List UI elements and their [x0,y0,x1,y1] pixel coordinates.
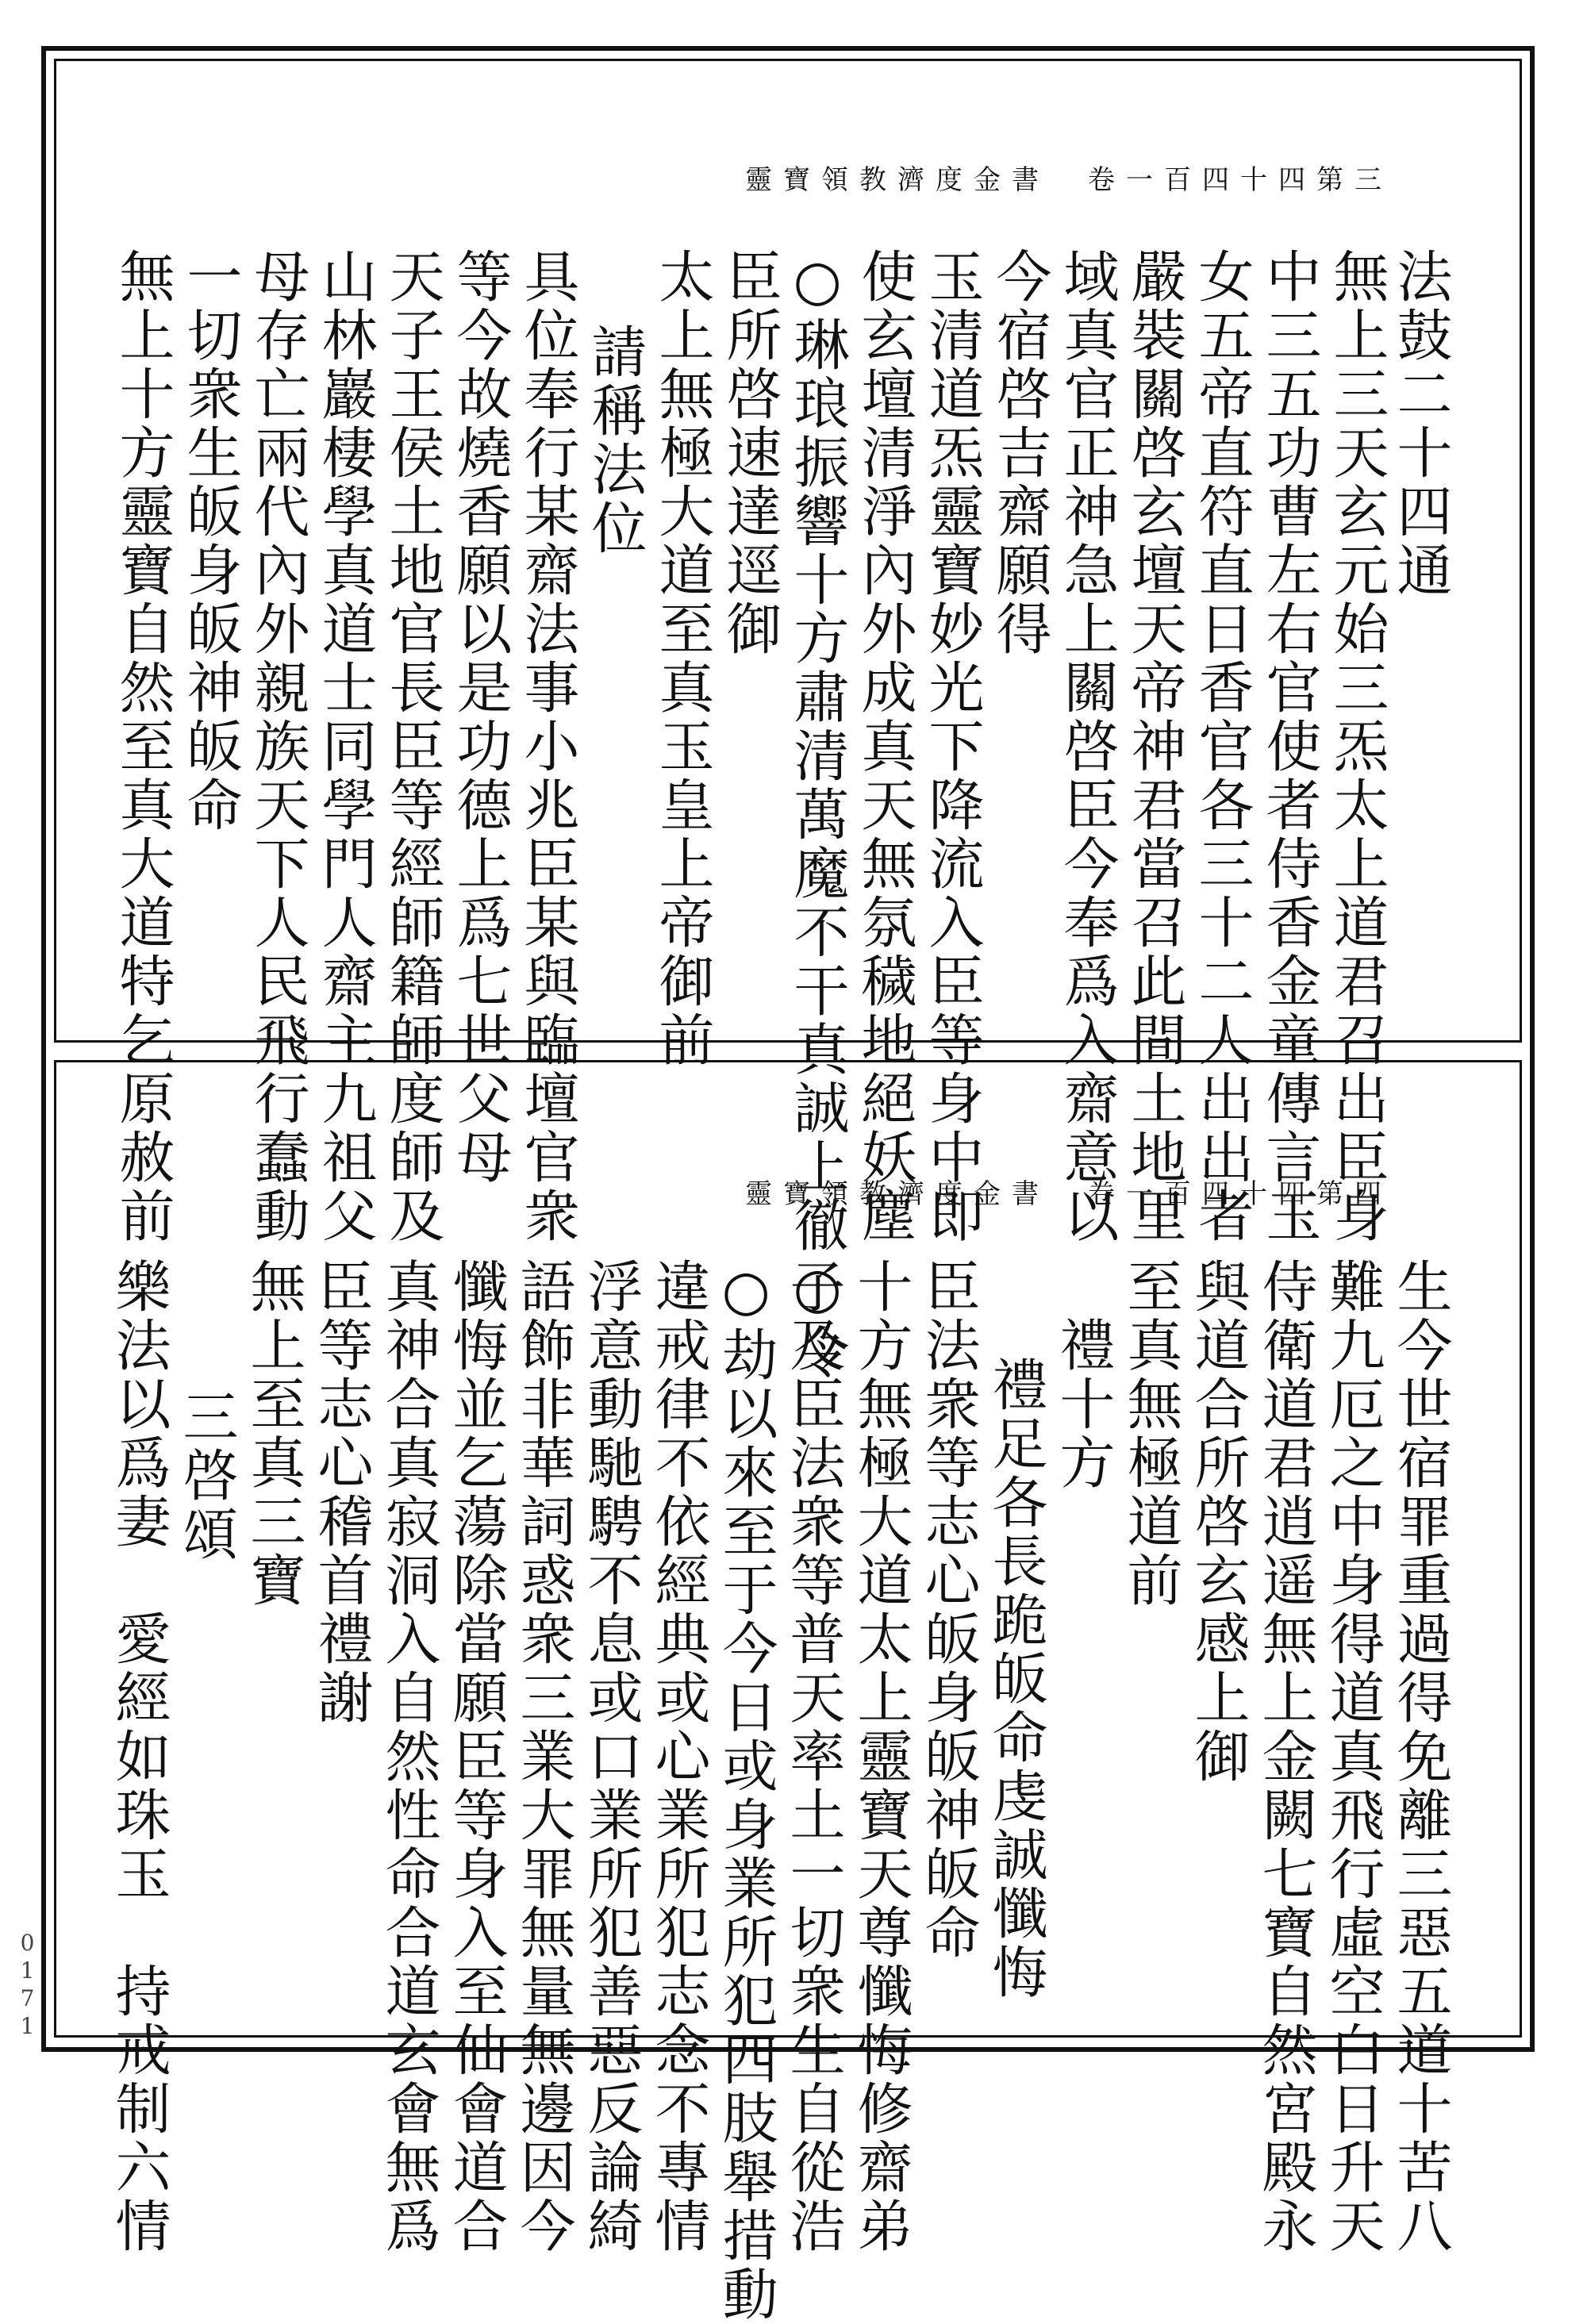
text-column: 子及臣法衆等普天率土一切衆生自從浩 [781,1258,846,2256]
text-column: 懺悔並乞蕩除當願臣等身入至仙會道合 [444,1258,509,2256]
text-column: 一切衆生皈身皈神皈命 [178,248,243,835]
bottom-header: 靈寶領教濟度金書 卷一百四十四第四 [745,1178,1393,1210]
text-column: 臣法衆等志心皈身皈神皈命 [916,1258,981,1962]
text-column: 等今故燒香願以是功德上爲七世父母 [448,248,513,1187]
page-number: 0171 [14,1930,40,2041]
text-column: 禮足各長跪皈命虔誠懺悔 [983,1356,1048,2002]
text-column: 臣等志心稽首禮謝 [309,1258,374,1727]
text-column: 真神合真寂洞入自然性命合道玄會無爲 [376,1258,441,2256]
page-frame [41,46,1535,2324]
text-column: 臣所啓速達逕御 [717,248,782,659]
text-column: 十方無極大道太上靈寶天尊懺悔修齋弟 [848,1258,913,2256]
text-column: 中三五功曹左右官使者侍香金童傳言玉 [1257,248,1322,1246]
text-column: 生今世宿罪重過得免離三惡五道十苦八 [1388,1258,1453,2256]
text-column: 女五帝直符直日香官各三十二人出出者 [1189,248,1255,1246]
text-column: 無上至真三寶 [241,1258,306,1610]
text-column: ○琳琅振響十方肅清萬魔不干真誠上徹○令 [785,248,850,1382]
text-column: 至真無極道前 [1118,1258,1183,1610]
text-column: 玉清道炁靈寶妙光下降流入臣等身中即 [920,248,985,1246]
text-column: 山林巖棲學真道士同學門人齋主九祖父 [313,248,378,1246]
text-column: ○劫以來至于今日或身業所犯四肢舉措動 [713,1258,778,2324]
text-column: 無上三天玄元始三炁太上道君召出臣身 [1324,248,1389,1246]
text-column: 違戒律不依經典或心業所犯志念不專情 [646,1258,711,2256]
text-column: 三啓頌 [174,1388,239,1564]
text-column: 難九厄之中身得道真飛行虛空白日升天 [1320,1258,1385,2256]
text-column: 母存亡兩代內外親族天下人民飛行蠢動 [245,248,310,1246]
text-column: 禮十方 [1051,1316,1116,1492]
text-column: 使玄壇清淨內外成真天無氛穢地絕妖塵 [852,248,917,1246]
text-column: 法鼓二十四通 [1388,248,1453,600]
text-column: 具位奉行某齋法事小兆臣某與臨壇官衆 [515,248,580,1246]
text-column: 與道合所啓玄感上御 [1185,1258,1251,1786]
text-column: 域真官正神急上關啓臣今奉爲入齋意以 [1055,248,1120,1246]
bottom-panel [54,1060,1522,2324]
text-column: 天子王侯土地官長臣等經師籍師度師及 [380,248,445,1246]
text-column: 無上十方靈寶自然至真大道特乞原赦前 [110,248,175,1246]
text-column: 請稱法位 [582,323,647,558]
text-column: 浮意動馳騁不息或口業所犯善惡反論綺 [578,1258,644,2256]
text-column: 樂法以爲妻 愛經如珠玉 持戒制六情 [106,1258,171,2256]
text-column: 今宿啓吉齋願得 [987,248,1052,659]
top-header: 靈寶領教濟度金書 卷一百四十四第三 [745,164,1393,196]
text-column: 嚴裝關啓玄壇天帝神君當召此間土地里 [1122,248,1187,1246]
text-column: 太上無極大道至真玉皇上帝御前 [650,248,715,1070]
text-column: 侍衛道君逍遥無上金闕七寶自然宮殿永 [1253,1258,1318,2256]
text-column: 語飾非華詞惑衆三業大罪無量無邊因今 [511,1258,576,2256]
